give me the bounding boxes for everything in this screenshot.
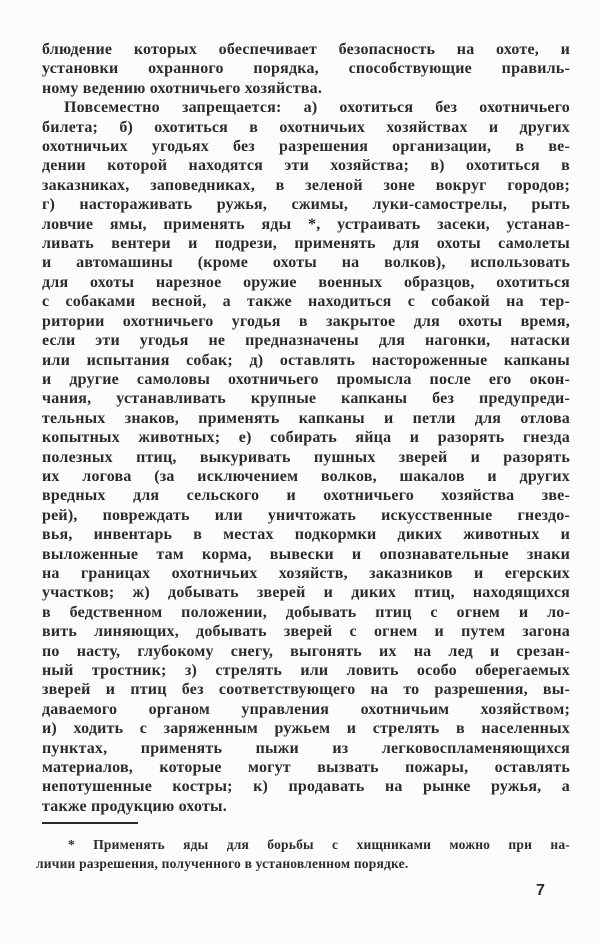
text-line: рей), повреждать или уничтожать искусственные гнездо- [42,506,570,524]
text-line: ритории охотничьего угодья в закрытое для охоты время, [42,312,570,330]
text-line: и) ходить с заряженным ружьем и стрелять в населенных [42,720,570,738]
footnote [36,836,570,873]
text-line: ливать вентери и подрези, применять для охоты самолеты [42,235,570,253]
text-line: охотничьих угодьях без разрешения организации, в ве- [42,138,570,156]
text-line: вья, инвентарь в местах подкормки диких животных и [42,526,570,544]
text-line: полезных птиц, выкуривать пушных зверей и разорять [42,448,570,466]
text-line: или испытания собак; д) оставлять настороженные капканы [42,351,570,369]
text-line: вредных для сельского и охотничьего хозяйства зве- [42,487,570,505]
text-line: непотушенные костры; к) продавать на рынке ружья, а [42,778,570,796]
text-line: зверей и птиц без соответствующего на то разрешения, вы- [42,681,570,699]
text-line: личии разрешения, полученного в установленном порядке. [36,855,409,871]
text-line: и другие самоловы охотничьего промысла после его окон- [42,370,570,388]
text-line: выложенные там корма, вывески и опознавательные знаки [42,545,570,563]
text-line: установки охранного порядка, способствующие правиль- [42,60,570,78]
text-line: если эти угодья не предназначены для нагонки, натаски [42,332,570,350]
text-line: и автомашины (кроме охоты на волков), использовать [42,254,570,272]
text-line: * Применять яды для борьбы с хищниками можно при на- [68,837,570,852]
text-line: заказниках, заповедниках, в зеленой зоне вокруг городов; [42,176,570,194]
text-line: билета; б) охотиться в охотничьих хозяйствах и других [42,118,570,136]
text-line: дении которой находятся эти хозяйства; в) охотиться в [42,157,570,175]
text-line: чания, устанавливать крупные капканы без предупреди- [42,390,570,408]
footnote-divider [42,822,138,824]
page-number: 7 [536,882,545,899]
text-line: пунктах, применять пыжи из легковоспламеняющихся [42,739,570,757]
page-body [42,40,570,816]
text-line: копытных животных; е) собирать яйца и разорять гнезда [42,429,570,447]
text-line: по насту, глубокому снегу, выгонять их на лед и срезан- [42,642,570,660]
text-line: также продукцию охоты. [42,797,227,815]
text-line: вить линяющих, добывать зверей с огнем и путем загона [42,623,570,641]
text-line: для охоты нарезное оружие военных образцов, охотиться [42,273,570,291]
text-line: г) настораживать ружья, сжимы, луки-самострелы, рыть [42,196,570,214]
text-line: ный тростник; з) стрелять или ловить особо оберегаемых [42,662,570,679]
text-line: блюдение которых обеспечивает безопасность на охоте, и [42,41,570,58]
text-line: тельных знаков, применять капканы и петли для отлова [42,409,570,427]
text-line: их логова (за исключением волков, шакалов и других [42,467,570,485]
text-line: материалов, которые могут вызвать пожары, оставлять [42,759,570,777]
text-line: ловчие ямы, применять яды *, устраивать засеки, устанав- [42,215,570,233]
text-line: ному ведению охотничьего хозяйства. [42,79,323,97]
text-line: в бедственном положении, добывать птиц с огнем и ло- [42,603,570,621]
text-line: с собаками весной, а также находиться с собакой на тер- [42,293,570,311]
text-line: на границах охотничьих хозяйств, заказников и егерских [42,564,570,582]
text-line: Повсеместно запрещается: а) охотиться без охотничьего [64,99,570,117]
text-line: участков; ж) добывать зверей и диких птиц, находящихся [42,584,570,602]
text-line: даваемого органом управления охотничьим хозяйством; [42,700,570,718]
